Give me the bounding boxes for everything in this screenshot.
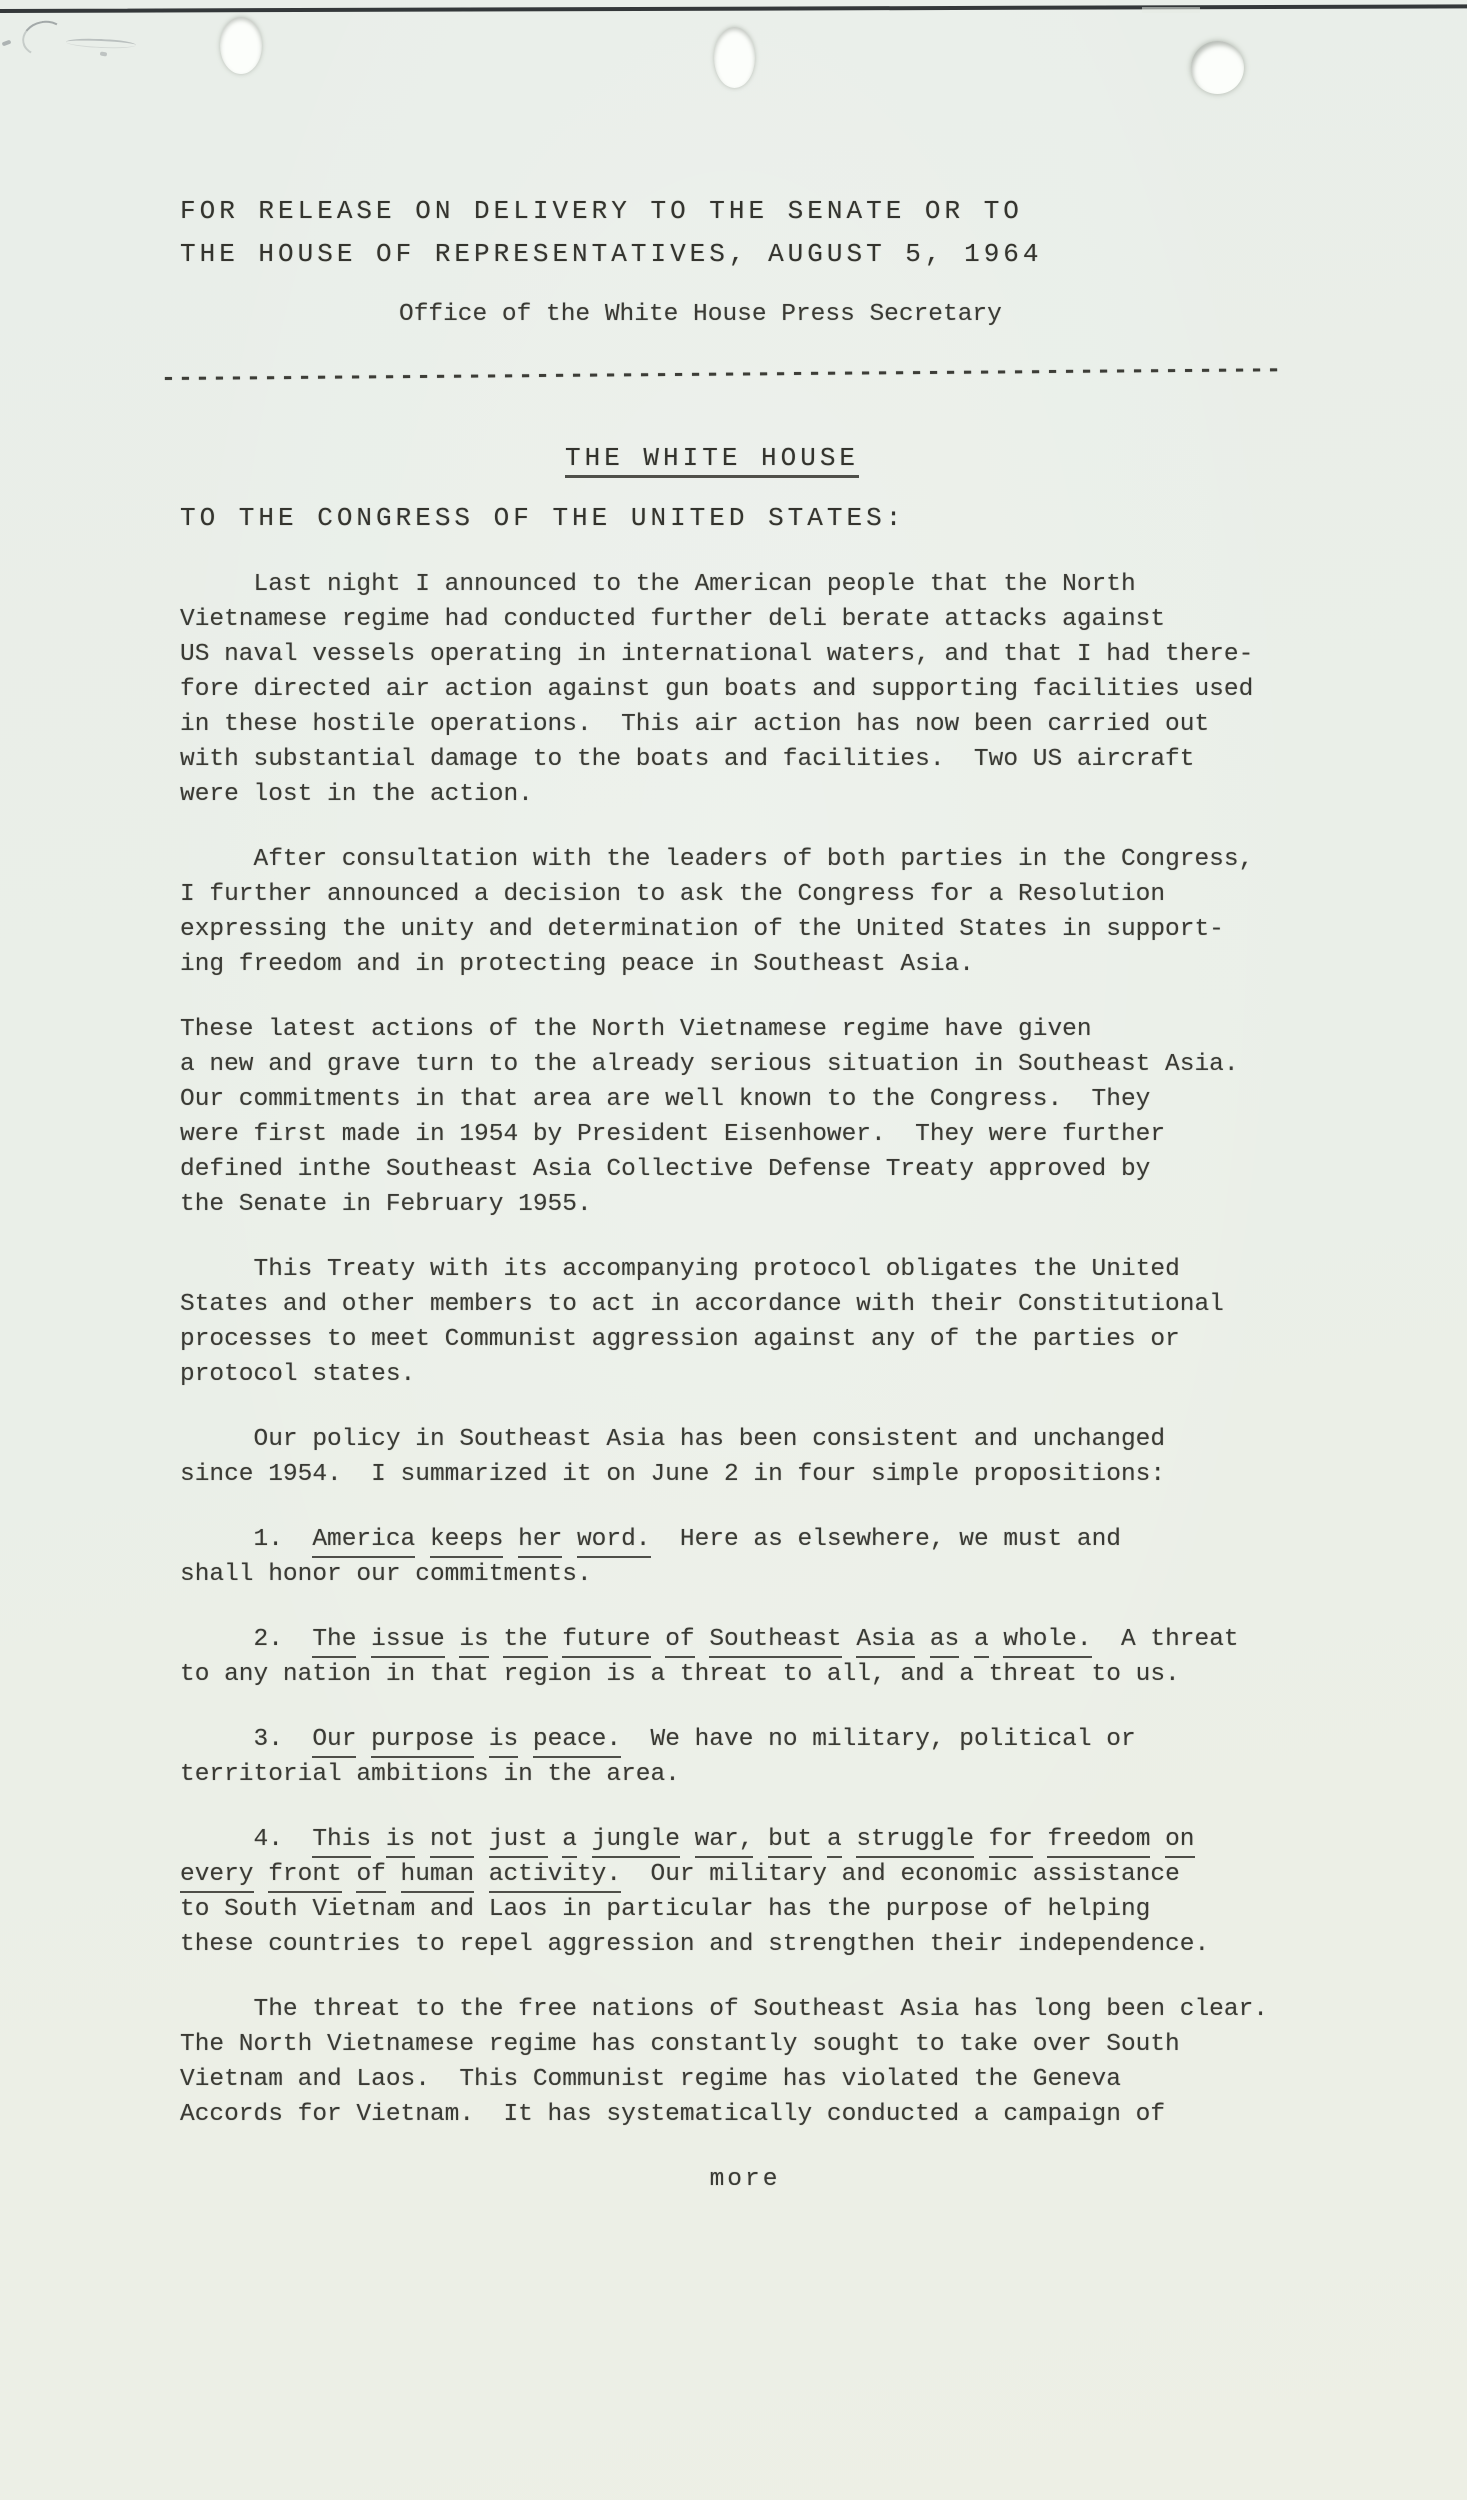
pencil-mark bbox=[19, 17, 69, 60]
para-consultation bbox=[180, 842, 1310, 982]
typed-line: the Senate in February 1955. bbox=[180, 1191, 592, 1218]
typed-line: were first made in 1954 by President Eisenhower. They were further bbox=[180, 1121, 1166, 1148]
scan-edge-fold bbox=[1142, 7, 1200, 13]
typed-line: since 1954. I summarized it on June 2 in four simple propositions: bbox=[180, 1461, 1166, 1488]
typed-line: these countries to repel aggression and strengthen their independence. bbox=[180, 1931, 1210, 1958]
pencil-mark bbox=[66, 37, 136, 49]
typed-line: were lost in the action. bbox=[180, 781, 533, 808]
body-text bbox=[180, 567, 1310, 2197]
release-notice bbox=[180, 190, 1043, 276]
typed-line: The North Vietnamese regime has constantly sought to take over South bbox=[180, 2031, 1180, 2058]
para-threat bbox=[180, 1992, 1310, 2132]
para-commitments bbox=[180, 1012, 1310, 1222]
typed-line: in these hostile operations. This air action has now been carried out bbox=[180, 711, 1210, 738]
typed-line: 2. The issue is the future of Southeast Asia as a whole. A threat bbox=[180, 1622, 1310, 1657]
typed-line: 3. Our purpose is peace. We have no military, political or bbox=[180, 1722, 1310, 1757]
scan-edge-line bbox=[0, 4, 1467, 13]
typed-line: After consultation with the leaders of both parties in the Congress, bbox=[180, 846, 1254, 873]
typed-line: This Treaty with its accompanying protocol obligates the United bbox=[180, 1256, 1180, 1283]
typed-line: defined inthe Southeast Asia Collective Defense Treaty approved by bbox=[180, 1156, 1151, 1183]
typed-line: processes to meet Communist aggression against any of the parties or bbox=[180, 1326, 1180, 1353]
para-attacks bbox=[180, 567, 1310, 812]
document-title bbox=[565, 437, 859, 480]
typed-line: 4. This is not just a jungle war, but a struggle for freedom on bbox=[180, 1822, 1310, 1857]
release-notice-line1: FOR RELEASE ON DELIVERY TO THE SENATE OR TO bbox=[180, 196, 1023, 226]
typed-line: Vietnam and Laos. This Communist regime has violated the Geneva bbox=[180, 2066, 1121, 2093]
typed-line: These latest actions of the North Vietnamese regime have given bbox=[180, 1016, 1092, 1043]
typed-line: with substantial damage to the boats and facilities. Two US aircraft bbox=[180, 746, 1195, 773]
para-treaty bbox=[180, 1252, 1310, 1392]
page-continuation: more bbox=[709, 2166, 781, 2193]
punch-hole-left bbox=[220, 17, 262, 74]
divider-dashes: ------------------------------------------------------------------ bbox=[160, 355, 1284, 393]
proposition-1 bbox=[180, 1522, 1310, 1592]
typed-line: I further announced a decision to ask the Congress for a Resolution bbox=[180, 881, 1166, 908]
typed-line: to South Vietnam and Laos in particular has the purpose of helping bbox=[180, 1896, 1151, 1923]
typed-line: to any nation in that region is a threat to all, and a threat to us. bbox=[180, 1661, 1180, 1688]
typed-line: States and other members to act in accordance with their Constitutional bbox=[180, 1291, 1224, 1318]
typed-line: protocol states. bbox=[180, 1361, 416, 1388]
typed-line: territorial ambitions in the area. bbox=[180, 1761, 680, 1788]
typed-line: every front of human activity. Our military and economic assistance bbox=[180, 1857, 1310, 1892]
proposition-4 bbox=[180, 1822, 1310, 1962]
pencil-mark bbox=[100, 51, 108, 56]
typed-line: ing freedom and in protecting peace in Southeast Asia. bbox=[180, 951, 974, 978]
proposition-3 bbox=[180, 1722, 1310, 1792]
typed-line: 1. America keeps her word. Here as elsewhere, we must and bbox=[180, 1522, 1310, 1557]
typed-line: Accords for Vietnam. It has systematically conducted a campaign of bbox=[180, 2101, 1166, 2128]
document-title-text: THE WHITE HOUSE bbox=[565, 443, 859, 478]
release-notice-line2: THE HOUSE OF REPRESENTATIVES, AUGUST 5, 1964 bbox=[180, 239, 1043, 269]
punch-hole-center bbox=[714, 27, 755, 88]
typed-line: Our commitments in that area are well known to the Congress. They bbox=[180, 1086, 1151, 1113]
typed-line: Last night I announced to the American people that the North bbox=[180, 571, 1136, 598]
salutation: TO THE CONGRESS OF THE UNITED STATES: bbox=[180, 503, 906, 533]
typed-line: a new and grave turn to the already serious situation in Southeast Asia. bbox=[180, 1051, 1239, 1078]
pencil-mark bbox=[2, 40, 12, 47]
punch-hole-right bbox=[1191, 41, 1244, 94]
typed-line: Our policy in Southeast Asia has been consistent and unchanged bbox=[180, 1426, 1166, 1453]
typed-line: fore directed air action against gun boats and supporting facilities used bbox=[180, 676, 1254, 703]
office-line: Office of the White House Press Secretary bbox=[399, 301, 1002, 328]
para-policy bbox=[180, 1422, 1310, 1492]
typed-line: expressing the unity and determination of the United States in support- bbox=[180, 916, 1224, 943]
typed-line: shall honor our commitments. bbox=[180, 1561, 592, 1588]
proposition-2 bbox=[180, 1622, 1310, 1692]
typed-line: Vietnamese regime had conducted further deli berate attacks against bbox=[180, 606, 1166, 633]
typed-line: US naval vessels operating in international waters, and that I had there- bbox=[180, 641, 1254, 668]
typed-line: The threat to the free nations of Southeast Asia has long been clear. bbox=[180, 1996, 1268, 2023]
